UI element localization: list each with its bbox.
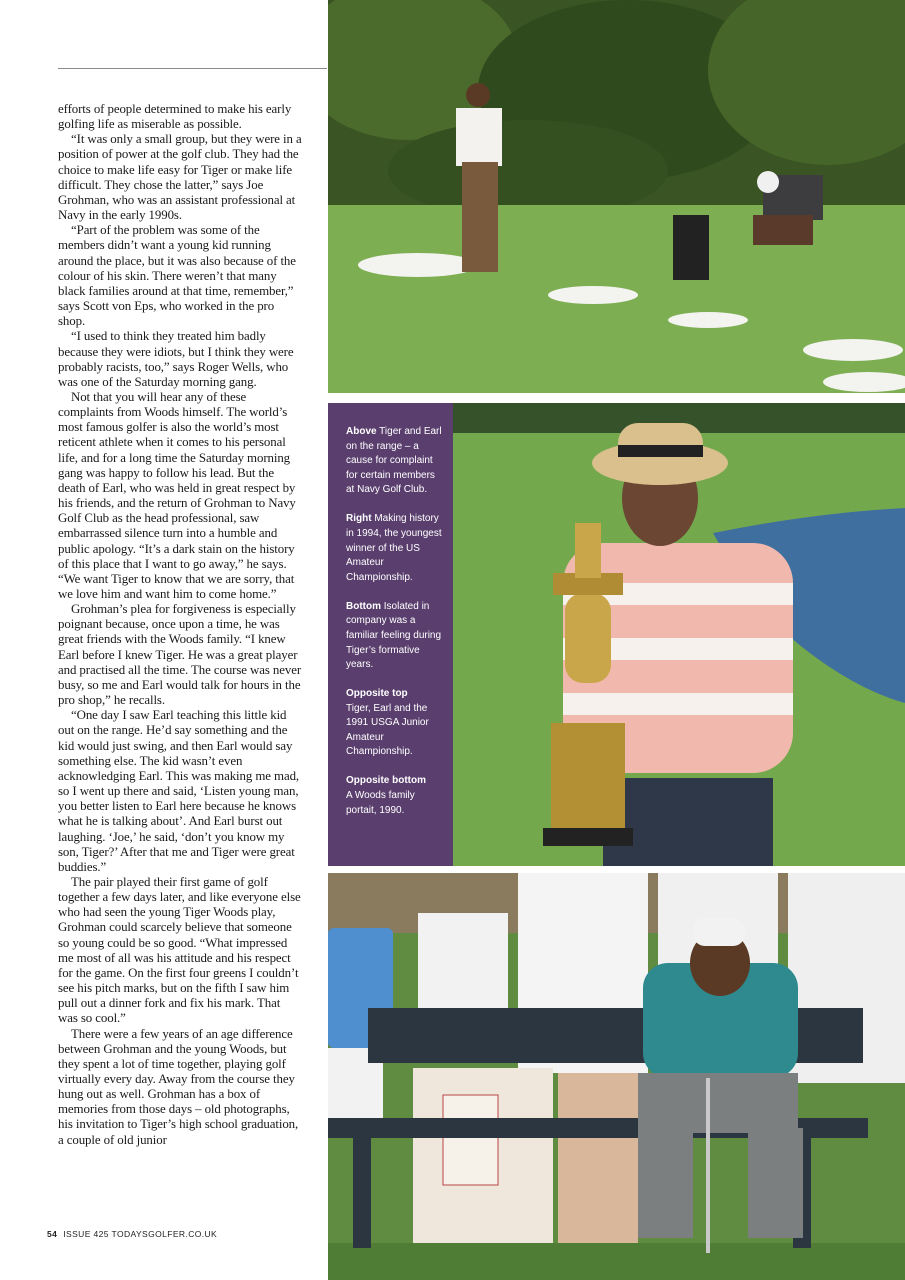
caption-opposite-top: Opposite top Tiger, Earl and the 1991 USGA Junior Amateur Championship. (346, 688, 429, 758)
photo-bench (328, 873, 905, 1280)
page-footer (47, 1229, 217, 1239)
article-paragraph: efforts of people determined to make his early golfing life as miserable as possible. (58, 102, 292, 132)
caption-right: Right Making history in 1994, the youngest winner of the US Amateur Championship. (346, 513, 442, 583)
article-paragraph: Not that you will hear any of these complaints from Woods himself. The world’s most famous golfer is also the world’s most reticent athlete when it comes to his personal life, and for a long time the Saturday morning gang was happy to follow his lead. But the death of Earl, who was held in great respect by his friends, and the return of Grohman to Navy Golf Club as the head professional, saw embarrassed silence turn into a humble and public apology. “It’s a dark stain on the history of this place that I want to go away,” he says. “We want Tiger to know that we are sorry, that we love him and want him to come home.” (58, 389, 296, 601)
article-paragraph: “One day I saw Earl teaching this little kid out on the range. He’d say something and the kid would just swing, and then Earl would say something else. The kid wasn’t even acknowledging Earl. This was making me mad, so I went up there and said, ‘Listen young man, you better listen to Earl here because he knows what he is talking about’. And Earl burst out laughing. ‘Joe,’ he said, ‘don’t you know my son, Tiger?’ After that me and Tiger were great buddies.” (58, 708, 300, 874)
article-paragraph: “It was only a small group, but they were in a position of power at the golf club. They had the choice to make life easy for Tiger or make life difficult. They chose the latter,” says Joe Grohman, who was an assistant professional at Navy in the early 1990s. (58, 132, 302, 223)
photo-trophy (453, 403, 905, 866)
photo-driving-range (328, 0, 905, 393)
page-number: 54 (47, 1229, 58, 1239)
caption-opposite-bottom: Opposite bottom A Woods family portait, 1990. (346, 775, 426, 816)
article-paragraph: There were a few years of an age difference between Grohman and the young Woods, but they spent a lot of time together, playing golf virtually every day. Away from the course they hung out as well. Grohman has a box of memories from those days – old photographs, his invitation to Tiger’s high school graduation, a couple of old junior (58, 1026, 299, 1147)
article-paragraph: Grohman’s plea for forgiveness is especially poignant because, once upon a time, he was great friends with the Woods family. “I knew Earl before I knew Tiger. He was a great player and practised all the time. The course was never busy, so me and Earl would talk for hours in the pro shop,” he recalls. (58, 602, 302, 708)
caption-above: Above Tiger and Earl on the range – a cause for complaint for certain members at Navy Golf Club. (346, 426, 442, 496)
top-rule (58, 68, 327, 69)
article-body (58, 102, 302, 1148)
article-paragraph: “I used to think they treated him badly because they were idiots, but I think they were probably racists, too,” says Roger Wells, who was one of the Saturday morning gang. (58, 329, 294, 389)
article-paragraph: “Part of the problem was some of the members didn’t want a young kid running around the place, but it was also because of the colour of his skin. There weren’t that many black families around at that time, remember,” says Scott von Eps, who worked in the pro shop. (58, 223, 296, 329)
caption-box (328, 403, 453, 866)
article-paragraph: The pair played their first game of golf together a few days later, and like everyone else who had seen the young Tiger Woods play, Grohman could scarcely believe that someone so young could be so good. “What impressed me most of all was his attitude and his respect for the game. On the first four greens I couldn’t see his pitch marks, but on the fifth I saw him pull out a dinner fork and fix his mark. That was so cool.” (58, 874, 301, 1026)
issue-text: ISSUE 425 TODAYSGOLFER.CO.UK (63, 1229, 218, 1239)
caption-bottom: Bottom Isolated in company was a familiar feeling during Tiger’s formative years. (346, 600, 442, 671)
